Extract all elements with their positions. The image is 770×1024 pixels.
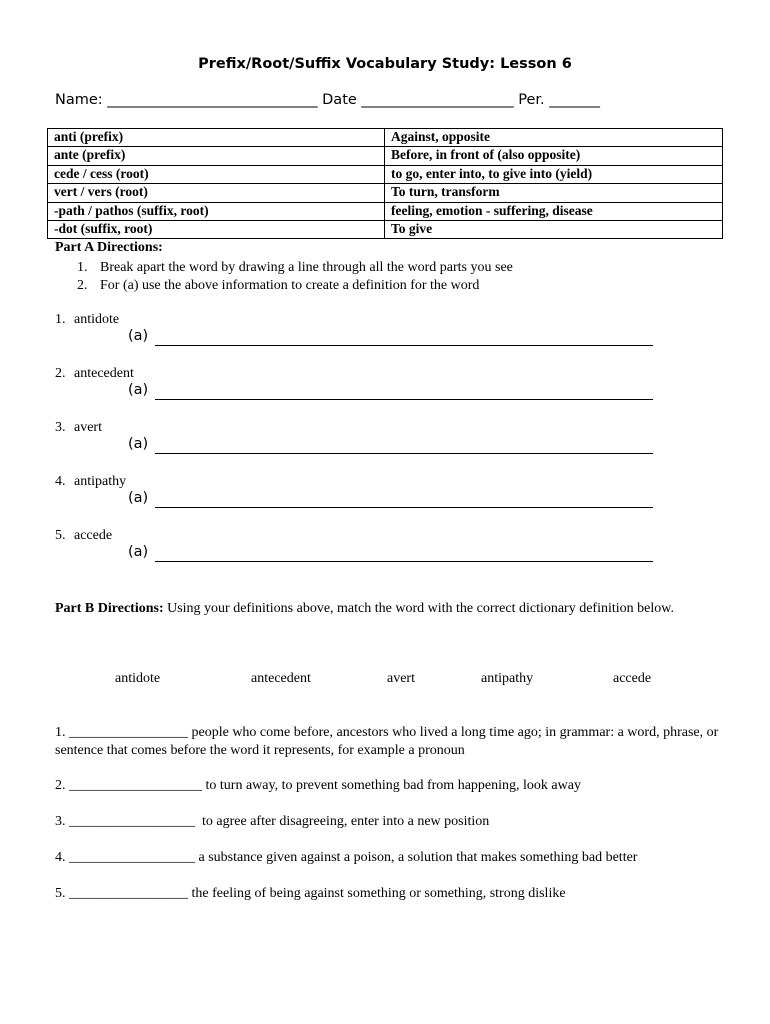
definition-item xyxy=(55,813,720,831)
direction-text: Break apart the word by drawing a line through all the word parts you see xyxy=(100,260,513,275)
part-b-text: Using your definitions above, match the word with the correct dictionary definition below. xyxy=(167,601,674,616)
question-item xyxy=(55,474,126,490)
definition-text: to turn away, to prevent something bad from happening, look away xyxy=(205,778,581,793)
name-label: Name: xyxy=(55,92,103,108)
answer-line[interactable] xyxy=(155,345,653,346)
definition-number: 1. xyxy=(55,725,66,740)
word-bank-item: avert xyxy=(387,671,415,686)
word-part-cell: -path / pathos (suffix, root) xyxy=(48,202,385,220)
definition-text: the feeling of being against something or something, strong dislike xyxy=(191,886,566,901)
part-b-heading: Part B Directions: xyxy=(55,601,164,616)
definition-number: 4. xyxy=(55,850,66,865)
meaning-cell: To give xyxy=(385,220,723,238)
word-part-cell: cede / cess (root) xyxy=(48,165,385,183)
definition-number: 3. xyxy=(55,814,66,829)
word-part-cell: vert / vers (root) xyxy=(48,184,385,202)
table-row xyxy=(48,129,723,147)
page-title: Prefix/Root/Suffix Vocabulary Study: Lesson 6 xyxy=(198,56,572,72)
question-number: 1. xyxy=(55,312,66,327)
part-b-directions xyxy=(55,599,715,618)
direction-item xyxy=(77,259,513,277)
definition-blank[interactable]: _________________ xyxy=(69,725,188,740)
part-a-directions xyxy=(77,259,513,295)
definition-blank[interactable]: __________________ xyxy=(69,814,195,829)
answer-line[interactable] xyxy=(155,561,653,562)
definition-blank[interactable]: _________________ xyxy=(69,886,188,901)
answer-line[interactable] xyxy=(155,399,653,400)
period-field[interactable]: _______ xyxy=(549,92,601,108)
definition-number: 5. xyxy=(55,886,66,901)
question-number: 2. xyxy=(55,366,66,381)
table-row xyxy=(48,202,723,220)
definition-item xyxy=(55,724,720,760)
meaning-cell: Against, opposite xyxy=(385,129,723,147)
meaning-cell: to go, enter into, to give into (yield) xyxy=(385,165,723,183)
definition-text: people who come before, ancestors who lived a long time ago; in grammar: a word, phrase, or sentence that comes before the word it represents, for example a pronoun xyxy=(55,725,719,758)
word-bank-item: antidote xyxy=(115,671,161,686)
definition-text: a substance given against a poison, a solution that makes something bad better xyxy=(198,850,638,865)
meaning-cell: Before, in front of (also opposite) xyxy=(385,147,723,165)
meaning-cell: To turn, transform xyxy=(385,184,723,202)
question-number: 5. xyxy=(55,528,66,543)
answer-label: (a) xyxy=(128,436,149,452)
answer-label: (a) xyxy=(128,544,149,560)
word-part-cell: anti (prefix) xyxy=(48,129,385,147)
question-item xyxy=(55,420,102,436)
answer-line[interactable] xyxy=(155,507,653,508)
definition-text: to agree after disagreeing, enter into a new position xyxy=(198,814,490,829)
table-row xyxy=(48,165,723,183)
direction-number: 1. xyxy=(77,260,88,275)
direction-text: For (a) use the above information to create a definition for the word xyxy=(100,278,480,293)
question-word: accede xyxy=(74,528,113,543)
question-item xyxy=(55,366,134,382)
definition-item xyxy=(55,849,720,867)
table-row xyxy=(48,220,723,238)
definition-blank[interactable]: ___________________ xyxy=(69,778,202,793)
meaning-cell: feeling, emotion - suffering, disease xyxy=(385,202,723,220)
table-row xyxy=(48,184,723,202)
period-label: Per. xyxy=(518,92,545,108)
answer-label: (a) xyxy=(128,382,149,398)
word-bank-item: antecedent xyxy=(251,671,311,686)
question-number: 4. xyxy=(55,474,66,489)
question-word: antidote xyxy=(74,312,120,327)
definition-item xyxy=(55,885,720,903)
question-word: antipathy xyxy=(74,474,127,489)
direction-item xyxy=(77,277,513,295)
word-bank-item: antipathy xyxy=(481,671,534,686)
answer-line[interactable] xyxy=(155,453,653,454)
direction-number: 2. xyxy=(77,278,88,293)
name-field[interactable]: _____________________________ xyxy=(107,92,318,108)
question-word: avert xyxy=(74,420,102,435)
word-bank-item: accede xyxy=(613,671,652,686)
answer-label: (a) xyxy=(128,328,149,344)
date-field[interactable]: _____________________ xyxy=(361,92,514,108)
question-word: antecedent xyxy=(74,366,134,381)
definition-number: 2. xyxy=(55,778,66,793)
question-item xyxy=(55,312,119,328)
vocab-table xyxy=(47,128,723,239)
word-part-cell: -dot (suffix, root) xyxy=(48,220,385,238)
definition-blank[interactable]: __________________ xyxy=(69,850,195,865)
question-item xyxy=(55,528,112,544)
date-label: Date xyxy=(322,92,357,108)
part-a-heading: Part A Directions: xyxy=(55,240,163,255)
word-part-cell: ante (prefix) xyxy=(48,147,385,165)
student-info-line xyxy=(55,92,600,108)
table-row xyxy=(48,147,723,165)
answer-label: (a) xyxy=(128,490,149,506)
definition-item xyxy=(55,777,720,795)
question-number: 3. xyxy=(55,420,66,435)
